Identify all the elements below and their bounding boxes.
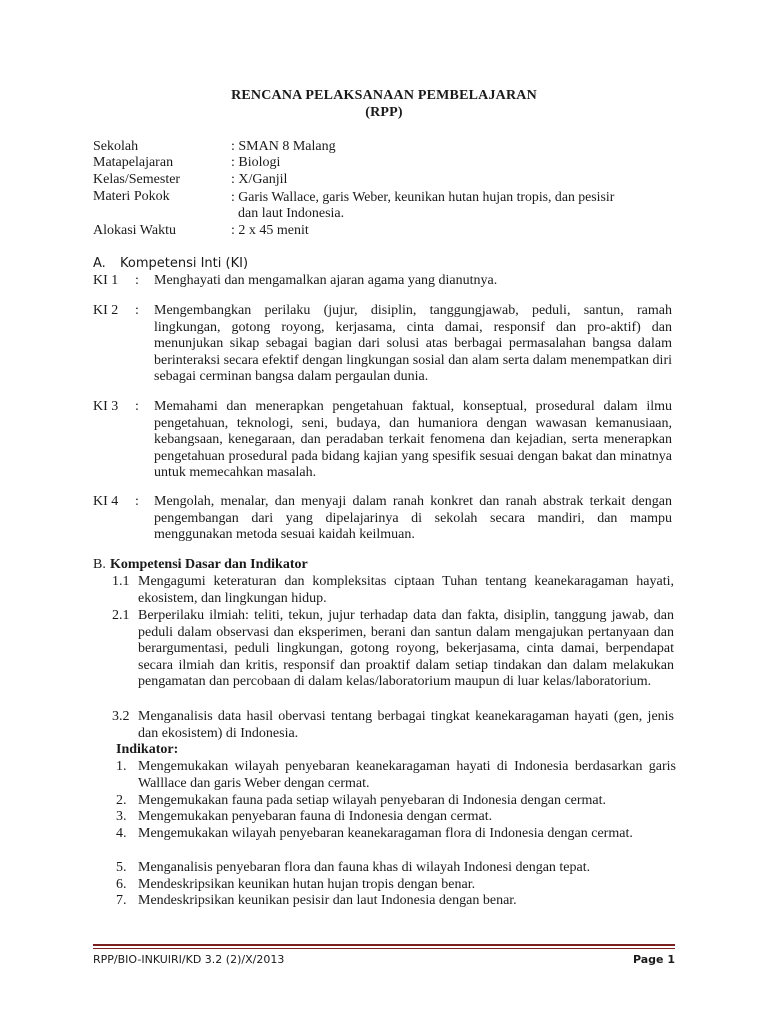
kd-number: 1.1 bbox=[112, 574, 130, 589]
section-a-heading: Kompetensi Inti (KI) bbox=[120, 256, 249, 271]
ki-colon: : bbox=[135, 399, 139, 414]
identity-label: Matapelajaran bbox=[93, 155, 174, 170]
indikator-text: Mengemukakan wilayah penyebaran keanekaragaman hayati di Indonesia berdasarkan garis Walllace dan garis Weber dengan cermat. bbox=[138, 759, 676, 791]
indikator-text: Mengemukakan penyebaran fauna di Indonesia dengan cermat. bbox=[138, 809, 493, 824]
identity-label: Alokasi Waktu bbox=[93, 223, 176, 238]
indikator-text: Mengemukakan fauna pada setiap wilayah penyebaran di Indonesia dengan cermat. bbox=[138, 793, 607, 808]
ki-label: KI 4 bbox=[93, 494, 119, 509]
kd-number: 2.1 bbox=[112, 608, 130, 623]
indikator-heading: Indikator: bbox=[116, 742, 179, 757]
identity-label: Materi Pokok bbox=[93, 189, 170, 204]
identity-label: Sekolah bbox=[93, 139, 139, 154]
document-subtitle: (RPP) bbox=[365, 105, 403, 120]
identity-value: : Biologi bbox=[231, 155, 281, 170]
indikator-text: Menganalisis penyebaran flora dan fauna khas di wilayah Indonesi dengan tepat. bbox=[138, 860, 591, 875]
indikator-number: 4. bbox=[116, 826, 127, 841]
section-b-heading: Kompetensi Dasar dan Indikator bbox=[110, 557, 308, 572]
identity-value: : X/Ganjil bbox=[231, 172, 288, 187]
ki-text: Menghayati dan mengamalkan ajaran agama yang dianutnya. bbox=[154, 273, 498, 288]
identity-value-cont: dan laut Indonesia. bbox=[238, 206, 345, 221]
document-title: RENCANA PELAKSANAAN PEMBELAJARAN bbox=[231, 88, 537, 103]
indikator-number: 7. bbox=[116, 893, 127, 908]
indikator-text: Mendeskripsikan keunikan pesisir dan laut Indonesia dengan benar. bbox=[138, 893, 517, 908]
ki-colon: : bbox=[135, 494, 139, 509]
indikator-number: 2. bbox=[116, 793, 127, 808]
kd-text: Berperilaku ilmiah: teliti, tekun, jujur terhadap data dan fakta, disiplin, tanggung jawab, dan peduli dalam observasi dan eksperimen, berani dan santun dalam mengajukan pertanyaan dan berargumentasi, peduli lingkungan, gotong royong, bekerjasama, cinta damai, berpendapat secara ilmiah dan kritis, responsif dan proaktif dalam setiap tindakan dan dalam melakukan pengamatan dan percobaan di dalam kelas/laboratorium maupun di luar kelas/laboratorium. bbox=[138, 608, 674, 689]
ki-colon: : bbox=[135, 273, 139, 288]
ki-text: Memahami dan menerapkan pengetahuan faktual, konseptual, prosedural dalam ilmu pengetahuan, teknologi, seni, budaya, dan humaniora dengan wawasan kemanusiaan, kebangsaan, kenegaraan, dan peradaban terkait fenomena dan kejadian, serta menerapkan pengetahuan prosedural pada bidang kajian yang spesifik sesuai dengan bakat dan minatnya untuk memecahkan masalah. bbox=[154, 399, 672, 480]
footer-page-number: Page 1 bbox=[632, 953, 675, 966]
section-a-letter: A. bbox=[93, 256, 106, 271]
indikator-number: 1. bbox=[116, 759, 127, 774]
indikator-text: Mendeskripsikan keunikan hutan hujan tropis dengan benar. bbox=[138, 877, 476, 892]
kd-text: Menganalisis data hasil obervasi tentang berbagai tingkat keanekaragaman hayati (gen, jenis dan ekosistem) di Indonesia. bbox=[138, 709, 674, 741]
kd-text: Mengagumi keteraturan dan kompleksitas ciptaan Tuhan tentang keanekaragaman hayati, ekosistem, dan lingkungan hidup. bbox=[138, 574, 674, 606]
footer-doc-code: RPP/BIO-INKUIRI/KD 3.2 (2)/X/2013 bbox=[93, 953, 285, 966]
indikator-number: 5. bbox=[116, 860, 127, 875]
identity-value: : Garis Wallace, garis Weber, keunikan hutan hujan tropis, dan pesisir bbox=[231, 189, 615, 204]
kd-number: 3.2 bbox=[112, 709, 130, 724]
identity-label: Kelas/Semester bbox=[93, 172, 181, 187]
ki-text: Mengembangkan perilaku (jujur, disiplin, tanggungjawab, peduli, santun, ramah lingkungan, gotong royong, kerjasama, cinta damai, responsif dan pro-aktif) dan menunjukan sikap sebagai bagian dari solusi atas berbagai permasalahan bangsa dalam berinteraksi secara efektif dengan lingkungan sosial dan alam serta dalam menempatkan diri sebagai cerminan bangsa dalam pergaulan dunia. bbox=[154, 303, 672, 384]
ki-label: KI 2 bbox=[93, 303, 119, 318]
identity-value: : SMAN 8 Malang bbox=[231, 139, 336, 154]
ki-text: Mengolah, menalar, dan menyaji dalam ranah konkret dan ranah abstrak terkait dengan pengembangan dari yang dipelajarinya di sekolah secara mandiri, dan mampu menggunakan metoda sesuai kaidah keilmuan. bbox=[154, 494, 672, 542]
indikator-number: 3. bbox=[116, 809, 127, 824]
ki-colon: : bbox=[135, 303, 139, 318]
section-b-letter: B. bbox=[93, 557, 106, 572]
footer-rule bbox=[93, 944, 675, 946]
identity-value: : 2 x 45 menit bbox=[231, 223, 309, 238]
indikator-number: 6. bbox=[116, 877, 127, 892]
ki-label: KI 3 bbox=[93, 399, 119, 414]
indikator-text: Mengemukakan wilayah penyebaran keanekaragaman flora di Indonesia dengan cermat. bbox=[138, 826, 633, 841]
footer-rule-thin bbox=[93, 948, 675, 949]
ki-label: KI 1 bbox=[93, 273, 119, 288]
